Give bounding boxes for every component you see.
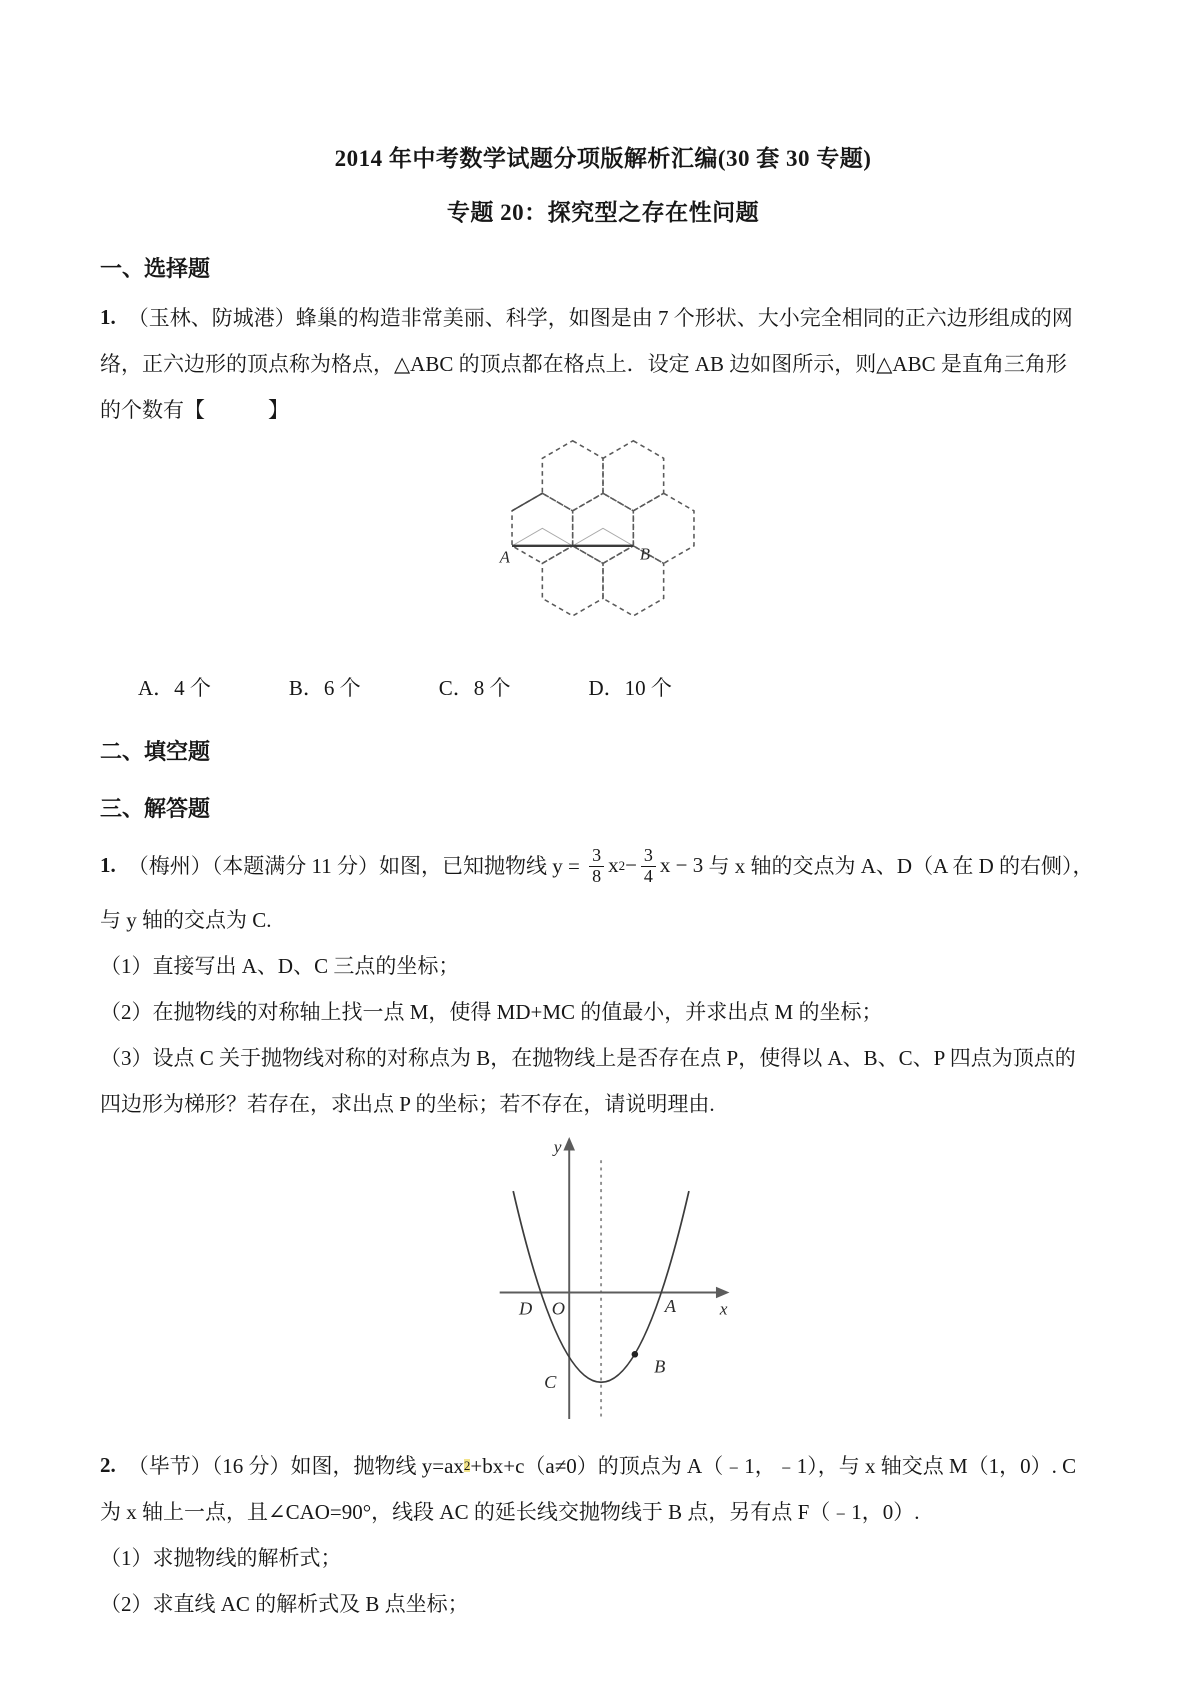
- x-squared-base: x: [608, 852, 619, 877]
- y-axis-arrowhead: [563, 1137, 575, 1151]
- formula-tail-expr: x − 3: [659, 852, 709, 877]
- question-choice-1: [100, 294, 1106, 432]
- hexagon-top-left: [542, 441, 603, 511]
- sub-item-2: （2）在抛物线的对称轴上找一点 M，使得 MD+MC 的值最小，并求出点 M 的坐标；: [100, 1000, 883, 1024]
- point-c-label: C: [544, 1372, 557, 1393]
- question-intro-line: [100, 834, 1106, 896]
- y-axis-label: y: [553, 1137, 562, 1157]
- hexagon-bottom-left: [542, 546, 603, 616]
- intro-post: +bx+c（a≠0）的顶点为 A（﹣1，﹣1），与 x 轴交点 M（1，0）. C: [470, 1454, 1077, 1478]
- question-line: [100, 294, 1106, 340]
- question-bijie: [100, 1442, 1106, 1626]
- hexagon-bottom-right: [603, 546, 664, 616]
- section-heading-solve: 三、解答题: [100, 796, 211, 821]
- fraction-denominator: 4: [643, 865, 653, 886]
- question-text: （玉林、防城港）蜂巢的构造非常美丽、科学，如图是由 7 个形状、大小完全相同的正六边形组成的网: [127, 306, 1073, 330]
- section-heading-fill: 二、填空题: [100, 739, 211, 764]
- fraction-numerator: 3: [589, 846, 604, 867]
- question-line: 络，正六边形的顶点称为格点，△ABC 的顶点都在格点上．设定 AB 边如图所示，则△ABC 是直角三角形: [100, 352, 1067, 376]
- question-number: 2.: [100, 1452, 116, 1477]
- intro-lead: （梅州）（本题满分 11 分）如图，已知抛物线 y =: [127, 854, 586, 878]
- sub-item-2: （2）求直线 AC 的解析式及 B 点坐标；: [100, 1592, 469, 1616]
- origin-label: O: [551, 1298, 566, 1319]
- question-line: 为 x 轴上一点，且∠CAO=90°，线段 AC 的延长线交抛物线于 B 点，另有点 F（﹣1，0）.: [100, 1500, 920, 1524]
- question-line: 的个数有【 】: [100, 398, 289, 422]
- intro-pre: （毕节）（16 分）如图，抛物线 y=ax: [127, 1454, 464, 1478]
- section-heading-choice: 一、选择题: [100, 256, 211, 281]
- point-b-label: B: [654, 1356, 666, 1377]
- parabola-figure-wrap: [100, 1130, 1106, 1426]
- x-squared-exponent: 2: [618, 857, 626, 873]
- hexagon-top-right: [603, 441, 664, 511]
- intro-tail: 与 x 轴的交点为 A、D（A 在 D 的右侧），: [708, 854, 1094, 878]
- doc-subtitle: 专题 20：探究型之存在性问题: [446, 200, 760, 225]
- point-d-label: D: [519, 1298, 533, 1319]
- fraction-denominator: 8: [592, 865, 602, 886]
- minus-operator: −: [625, 852, 637, 877]
- question-number: 1.: [100, 852, 116, 877]
- point-b-dot: [632, 1351, 639, 1358]
- vertex-label-a: A: [499, 547, 510, 567]
- option-b: B．6 个: [288, 676, 361, 700]
- solid-hexagon-edge: [512, 493, 542, 511]
- x-axis-arrowhead: [716, 1287, 730, 1299]
- parabola-figure: [463, 1130, 743, 1426]
- question-number: 1.: [100, 304, 116, 329]
- sub-item-1: （1）求抛物线的解析式；: [100, 1546, 342, 1570]
- option-d: D．10 个: [588, 676, 672, 700]
- vertex-label-b: B: [639, 544, 651, 564]
- question-line: 与 y 轴的交点为 C.: [100, 908, 272, 932]
- question-intro-line: [100, 1442, 1106, 1488]
- honeycomb-figure-wrap: [100, 438, 1106, 650]
- x-axis-label: x: [719, 1299, 728, 1319]
- sub-item-3: （3）设点 C 关于抛物线对称的对称点为 B，在抛物线上是否存在点 P，使得以 A、B、C、P 四点为顶点的: [100, 1046, 1076, 1070]
- honeycomb-figure: [483, 438, 723, 650]
- fraction-3-4: [641, 846, 656, 887]
- option-c: C．8 个: [438, 676, 511, 700]
- fraction-numerator: 3: [641, 846, 656, 867]
- question-meizhou: [100, 834, 1106, 1126]
- fraction-3-8: [589, 846, 604, 887]
- sub-item-1: （1）直接写出 A、D、C 三点的坐标；: [100, 954, 460, 978]
- choice-options-row: [100, 664, 1106, 710]
- doc-title: 2014 年中考数学试题分项版解析汇编(30 套 30 专题): [334, 146, 872, 171]
- sub-item-3-cont: 四边形为梯形？若存在，求出点 P 的坐标；若不存在，请说明理由.: [100, 1092, 715, 1116]
- point-a-label: A: [664, 1295, 676, 1316]
- exponent-2: 2: [463, 1457, 471, 1473]
- option-a: A．4 个: [138, 676, 211, 700]
